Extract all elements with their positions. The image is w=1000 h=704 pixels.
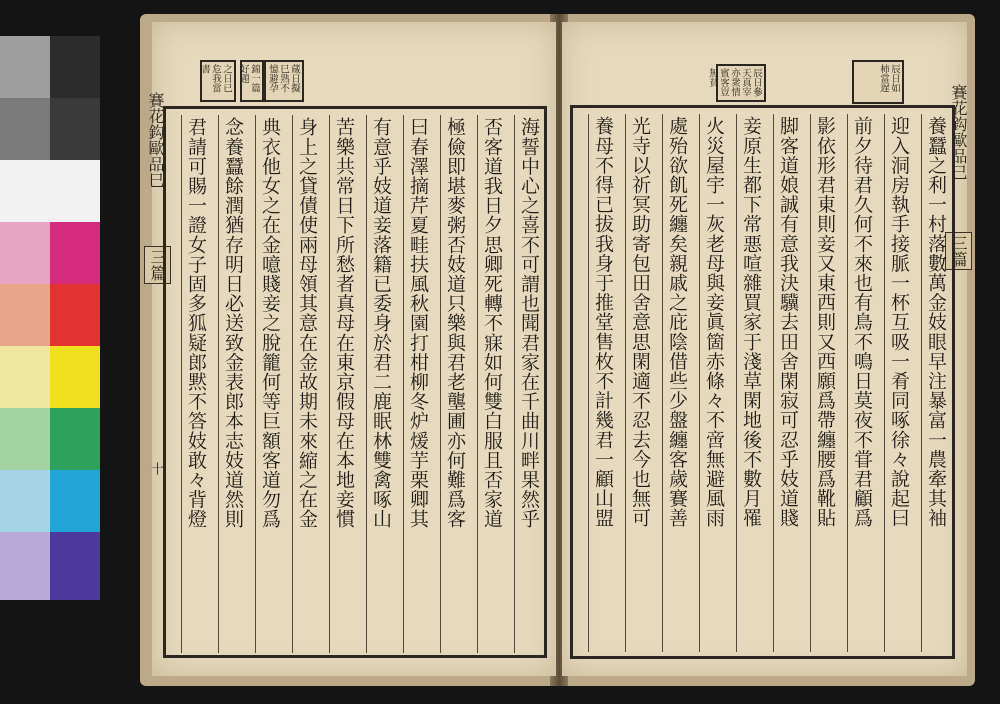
swatch — [50, 532, 100, 600]
swatch — [0, 532, 50, 600]
swatch — [50, 222, 100, 284]
text-column: 前夕待君久何不來也有鳥不鳴日莫夜不甞君顧爲 — [847, 114, 875, 652]
text-column: 脚客道娘誠有意我決驥去田舍閑寂可忍乎妓道賤 — [773, 114, 801, 652]
headnote: 蔵日擬巳熟不憶避孕 — [264, 60, 304, 102]
folio-number: 十 — [148, 462, 163, 475]
text-column: 極儉即堪麥粥否妓道只樂與君老壟圃亦何難爲客 — [440, 115, 468, 653]
text-column: 否客道我日夕思卿死轉不寐如何雙白服且否家道 — [477, 115, 505, 653]
text-column: 念養蠶餘潤猶存明日必送致金表郎本志妓道然則 — [218, 115, 246, 653]
headnote: 錦一篇好題 — [240, 60, 264, 102]
swatch — [0, 36, 50, 98]
headnote: 之日已危我當書 — [200, 60, 236, 102]
text-column: 海誓中心之喜不可謂也聞君家在千曲川畔果然乎 — [514, 115, 542, 653]
swatch — [50, 470, 100, 532]
text-column: 典衣他女之在金噫賤妾之脫籠何等巨額客道勿爲 — [255, 115, 283, 653]
text-column: 影依形君東則妾又東西則又西願爲帶纏腰爲靴貼 — [810, 114, 838, 652]
text-column: 處殆欲飢死纏矣親戚之庇陰借些少盤纏客歲賽善 — [662, 114, 690, 652]
swatch — [0, 408, 50, 470]
swatch — [0, 346, 50, 408]
left-page — [146, 22, 556, 676]
swatch — [50, 346, 100, 408]
swatch — [0, 160, 100, 222]
swatch — [50, 408, 100, 470]
swatch — [50, 98, 100, 160]
margin-title: 賽花鈎歐品巳 — [949, 84, 968, 180]
text-column: 曰春澤摘芹夏畦扶風秋園打柑柳冬炉煖芋栗卿其 — [403, 115, 431, 653]
color-calibration-strip — [0, 36, 100, 600]
text-frame-right — [570, 105, 955, 659]
swatch — [0, 284, 50, 346]
text-column: 光寺以祈冥助寄包田舍意思閑適不忍去今也無可 — [625, 114, 653, 652]
swatch — [0, 98, 50, 160]
text-column: 身上之貸債使兩母領其意在金故期未來縮之在金 — [292, 115, 320, 653]
text-column: 養母不得已拔我身于推堂售枚不計幾君一顧山盟 — [588, 114, 616, 652]
headnote: 辰日如柿當遅 — [852, 60, 904, 104]
text-column: 苦樂共常日下所愁者真母在東京假母在本地妾慣 — [329, 115, 357, 653]
swatch — [50, 284, 100, 346]
swatch — [0, 470, 50, 532]
swatch — [50, 36, 100, 98]
text-column: 君請可賜一證女子固多狐疑郎黙不答妓敢々背燈 — [181, 115, 209, 653]
margin-title: 賽花鈎歐品巳 — [146, 92, 165, 188]
text-column: 妾原生都下常悪喧雜買家于淺草閑地後不數月罹 — [736, 114, 764, 652]
text-column: 有意乎妓道妾落籍已委身於君二鹿眠林雙禽啄山 — [366, 115, 394, 653]
chapter-label: 三篇 — [144, 246, 171, 284]
open-book — [140, 14, 975, 686]
text-frame-left — [163, 106, 547, 658]
text-column: 火災屋宇一灰老母與妾眞箇赤條々不啻無避風雨 — [699, 114, 727, 652]
right-page — [562, 22, 967, 676]
swatch — [0, 222, 50, 284]
text-column: 迎入洞房執手接脈一杯互吸一肴同啄徐々說起曰 — [884, 114, 912, 652]
chapter-label: 三篇 — [945, 232, 972, 270]
text-column: 養蠶之利一村落數萬金妓眼早注暴富一農牽其袖 — [921, 114, 949, 652]
headnote: 辰日參天真宰亦衆情賓客豈無貧 — [716, 64, 766, 102]
